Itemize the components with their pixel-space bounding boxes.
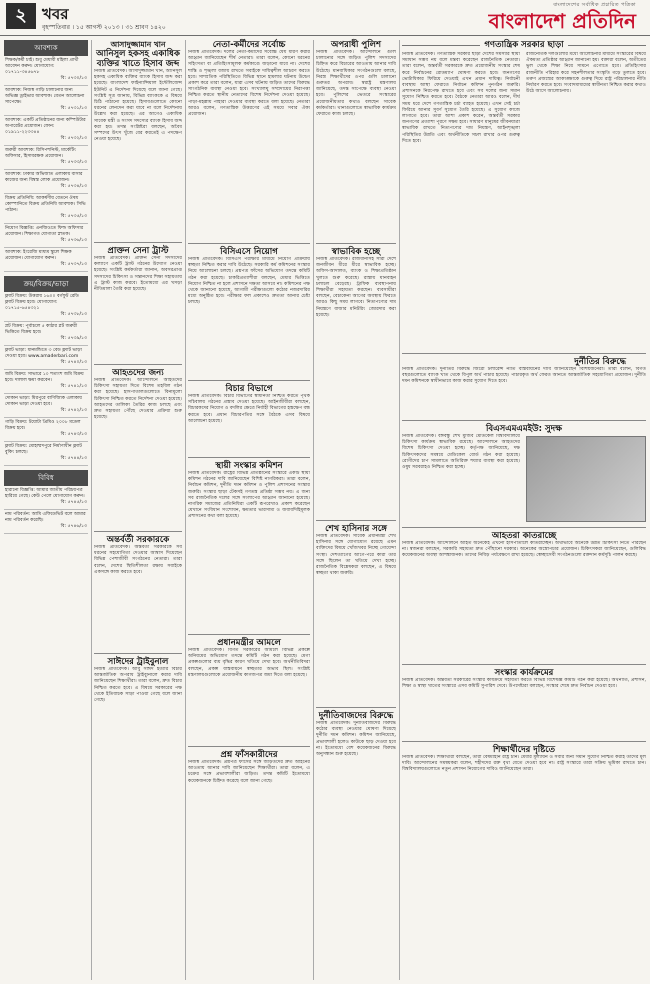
logo-name: বাংলাদেশ প্রতিদিন (488, 9, 636, 33)
classified-ad-code: বি: ৫৭৪১/১৩ (60, 384, 87, 389)
divider (188, 243, 310, 244)
column-rule (185, 40, 186, 980)
classified-list (4, 486, 88, 534)
classified-ad-code: বি: ৫৭৩৫/১৩ (60, 214, 87, 219)
article-headline: প্রধানমন্ত্রীর আমলে (217, 638, 281, 648)
article-headline: অন্তর্বর্তী সরকারকে (106, 535, 170, 545)
classified-ad-code: বি: ৫৭৩২/১৩ (60, 136, 87, 141)
article-headline: নেতা-কর্মীদের সর্বোচ্চ (212, 40, 286, 50)
classified-ad-text: দোকান ভাড়া: মিরপুরে বাণিজ্যিক এলাকায় দোকান ভাড়া দেওয়া হবে। (5, 396, 82, 407)
article-headline: প্রশ্ন ফাঁসকারীদের (220, 750, 278, 760)
divider (316, 243, 396, 244)
divider (94, 653, 182, 654)
divider (94, 531, 182, 532)
classified-ad-code: বি: ৫৭৪২/১৩ (60, 408, 87, 413)
classified-category: বিবিধ (4, 470, 88, 486)
article-body: রাজনৈতিক দলগুলোর মধ্যে আলোচনার মাধ্যমে সংস্কারের বিষয়ে ঐকমত্য প্রতিষ্ঠার আহ্বান জানানো হয়। বক্তারা বলেন, অতীতের ভুল থেকে শিক্ষা নিয়ে সামনে এগোতে হবে। প্রতিহিংসার রাজনীতি পরিহার করে সহনশীলতার সংস্কৃতি গড়ে তুলতে হবে। তরুণ প্রজন্মের আকাঙ্ক্ষাকে গুরুত্ব দিয়ে রাষ্ট্র পরিচালনার নীতি নির্ধারণ করতে হবে। সংবাদমাধ্যমের স্বাধীনতা নিশ্চিত করার কথাও উঠে আসে আলোচনায়। (526, 52, 646, 95)
article-headline: স্বাভাবিক হচ্ছে (331, 247, 381, 257)
divider (94, 242, 182, 243)
article-body: নিজস্ব প্রতিবেদক। আন্দোলনে আহতদের চিকিৎসা সহায়তা দিতে বিশেষ তহবিল গঠন করা হয়েছে। হাসপাতালগুলোতে বিনামূল্যে চিকিৎসা নিশ্চিত করতে নির্দেশনা দেওয়া হয়েছে। আহতদের তালিকা তৈরির কাজ চলছে এবং দ্রুত সহায়তা পৌঁছে দেওয়ার প্রক্রিয়া শুরু হয়েছে। (94, 378, 182, 421)
classified-ad-text: আবশ্যক: ঢাকার অভিজাত এলাকায় বাসার কাজের জন্য বিশ্বস্ত লোক প্রয়োজন। (5, 172, 83, 183)
divider (316, 520, 396, 521)
classified-ad-text: আবশ্যক: নিজস্ব গাড়ি চালানোর জন্য অভিজ্ঞ ড্রাইভার আবশ্যক। বেতন আলোচনা সাপেক্ষে। (5, 88, 85, 105)
classified-ad (4, 248, 88, 272)
article-body: নিজস্ব প্রতিবেদক। আন্দোলনে আহত অনেকেই এখনো হাসপাতালে কাতরাচ্ছেন। অর্থাভাবে অনেকে উন্নত চিকিৎসা নিতে পারছেন না। স্বজনরা বলছেন, সরকারি সহায়তা দ্রুত পৌঁছানো দরকার। অনেকের অস্ত্রোপচার প্রয়োজন। চিকিৎসকরা জানিয়েছেন, গুলিবিদ্ধ কয়েকজনের অবস্থা আশঙ্কাজনক। তাদের নিবিড় পর্যবেক্ষণে রাখা হয়েছে। স্বেচ্ছাসেবী সংগঠনগুলো রক্তদান কর্মসূচি পালন করছে। (402, 541, 646, 559)
article-body: নিজস্ব প্রতিবেদক। প্রাক্তন সেনা সদস্যদের কল্যাণে একটি ট্রাস্ট গঠনের উদ্যোগ নেওয়া হয়েছে। সংশ্লিষ্ট কর্মকর্তারা জানান, অবসরপ্রাপ্ত সদস্যদের চিকিৎসা ও সন্তানদের শিক্ষা সহায়তায় এ ট্রাস্ট কাজ করবে। ইতোমধ্যে এর খসড়া নীতিমালা তৈরি করা হয়েছে। (94, 256, 182, 293)
article-two-col (402, 434, 646, 524)
classified-ad (4, 292, 88, 322)
classified-ad-text: জরুরী আবশ্যক: রিসিপশনিস্ট, মার্কেটিং অফিসার, হিসাবরক্ষক প্রয়োজন। (5, 148, 77, 159)
divider (402, 741, 646, 742)
classified-ad (4, 170, 88, 194)
news-column-3 (188, 40, 310, 830)
article-headline: দুর্নীতির বিরুদ্ধে (574, 357, 626, 367)
article-headline: শেখ হাসিনার সঙ্গে (325, 524, 387, 534)
article-two-col (402, 50, 646, 350)
dateline: বৃহস্পতিবার । ১৫ আগস্ট ২০১৩ । ৩১ শ্রাবণ ১৪২০ (42, 24, 166, 31)
divider (402, 420, 646, 421)
classified-ad-text: নিয়োগ বিজ্ঞপ্তি: এনজিওতে ফিল্ড অফিসার প্রয়োজন। শিক্ষাগত যোগ্যতা স্নাতক। (5, 226, 84, 237)
article-body: নিজস্ব প্রতিবেদক। রাজধানীসহ সারা দেশে জনজীবন ধীরে ধীরে স্বাভাবিক হচ্ছে। অফিস-আদালত, ব্যাংক ও শিক্ষাপ্রতিষ্ঠান খুলতে শুরু করেছে। রাস্তায় যানবাহন চলাচল বেড়েছে। ট্রাফিক ব্যবস্থাপনায় শিক্ষার্থীরা সহায়তা করছেন। ব্যবসায়ীরা বলছেন, বেচাকেনা আগের অবস্থায় ফিরতে আরও কিছু সময় লাগবে। নিত্যপণ্যের দাম নিয়ন্ত্রণে বাজার মনিটরিং জোরদার করা হয়েছে। (316, 257, 396, 318)
article-body: নিজস্ব প্রতিবেদক। বিগত সরকারের আমলে বিভিন্ন প্রকল্পে অনিয়মের অভিযোগ তদন্তে কমিটি গঠন করা হয়েছে। মেগা প্রকল্পগুলোর ব্যয় বৃদ্ধির কারণ খতিয়ে দেখা হবে। অর্থনীতিবিদরা বলছেন, প্রকল্প বাস্তবায়নে স্বচ্ছতার অভাব ছিল। সংশ্লিষ্ট মন্ত্রণালয়গুলোকে প্রয়োজনীয় কাগজপত্র জমা দিতে বলা হয়েছে। (188, 648, 310, 678)
classified-ad-code: বি: ৫৭৩৮/১৩ (60, 312, 87, 317)
article-photo (526, 434, 646, 524)
classified-ad-text: আবশ্যক: ইংরেজি মাধ্যম স্কুলে শিক্ষক প্রয়োজন। যোগাযোগ করুন। (5, 250, 72, 261)
article-body: নিজস্ব প্রতিবেদক। অন্তর্বর্তী সরকারকে সব ধরনের সহযোগিতা দেওয়ার আশ্বাস দিয়েছেন বিভিন্ন পেশাজীবী সংগঠনের নেতারা। তারা বলেন, দেশের স্থিতিশীলতা রক্ষায় সবাইকে একসঙ্গে কাজ করতে হবে। (94, 545, 182, 575)
article-headline: প্রাক্তন সেনা ট্রাস্ট (107, 246, 169, 256)
classified-ad-code: বি: ৫৭৪৬/১৩ (60, 524, 87, 529)
article-headline: গণতান্ত্রিক সরকার ছাড়া (484, 40, 564, 50)
classified-ad-code: বি: ৫৭৩৩/১৩ (60, 160, 87, 165)
article-headline: অপরাধী পুলিশ (331, 40, 381, 50)
classified-ad (4, 486, 88, 510)
classified-ad-text: বিক্রয় প্রতিনিধি: আকর্ষণীয় বেতনে ঔষধ কোম্পানিতে বিক্রয় প্রতিনিধি আবশ্যক। সিভি পাঠান। (5, 196, 86, 213)
divider (188, 746, 310, 747)
classified-ad (4, 224, 88, 248)
article-body: নিজস্ব প্রতিবেদক। দলের নেতা-কর্মীদের সর্বোচ্চ ধৈর্য ধারণ করার আহ্বান জানিয়েছেন শীর্ষ নেতারা। তারা বলেন, কোনো ধরনের সহিংসতা বা প্রতিহিংসামূলক কর্মকাণ্ডে জড়ানো যাবে না। দেশের শান্তি ও শৃঙ্খলা বজায় রাখতে সবাইকে দায়িত্বশীল আচরণ করতে হবে। সাম্প্রতিক পরিস্থিতিতে বিভিন্ন স্থানে হামলার ঘটনায় উদ্বেগ প্রকাশ করে তারা বলেন, যারা এসব ঘটনায় জড়িত তাদের বিরুদ্ধে সাংগঠনিক ব্যবস্থা নেওয়া হবে। সংখ্যালঘু সম্প্রদায়ের নিরাপত্তা নিশ্চিত করতে স্থানীয় নেতাদের বিশেষ নির্দেশনা দেওয়া হয়েছে। পাড়া-মহল্লায় পাহারা দেওয়ার ব্যবস্থা করতে বলা হয়েছে। নেতারা আরও বলেন, গণতান্ত্রিক উত্তরণের এই সময়ে সবার ঐক্য প্রয়োজন। (188, 50, 310, 118)
news-column-2 (94, 40, 182, 837)
classified-ad (4, 510, 88, 534)
classified-ad-code: বি: ৫৭৩০/১৩ (60, 76, 87, 81)
logo-tagline: বাংলাদেশের সর্বাধিক প্রচারিত পত্রিকা (553, 2, 636, 8)
article-body: নিজস্ব প্রতিবেদক। বিসিএস পরীক্ষার মাধ্যমে নিয়োগ প্রক্রিয়ায় স্বচ্ছতা নিশ্চিত করার দাবি উঠেছে। সরকারি কর্ম কমিশনের সংস্কার নিয়ে আলোচনা চলছে। প্রশ্নপত্র ফাঁসের অভিযোগ তদন্তে কমিটি গঠন করা হয়েছে। চাকরিপ্রত্যাশীরা বলছেন, মেধার ভিত্তিতে নিয়োগ নিশ্চিত না হলে প্রশাসনে দক্ষতা আসবে না। কমিশনের পক্ষ থেকে জানানো হয়েছে, আগামী পরীক্ষাগুলো কঠোর নজরদারির মধ্যে অনুষ্ঠিত হবে। পরীক্ষার ফল প্রকাশেও দ্রুততা আনার চেষ্টা চলছে। (188, 257, 310, 306)
classified-ad (4, 116, 88, 146)
column-rule (399, 40, 400, 980)
classified-list (4, 292, 88, 466)
divider (188, 457, 310, 458)
divider (402, 353, 646, 354)
article-body: নিজস্ব প্রতিবেদক। আবু সাঈদ হত্যার বিচার আন্তর্জাতিক অপরাধ ট্রাইব্যুনালে করার দাবি জানিয়েছেন শিক্ষার্থীরা। তারা বলেন, দ্রুত বিচার নিশ্চিত করতে হবে। এ বিষয়ে সরকারের পক্ষ থেকে ইতিবাচক সাড়া পাওয়া গেছে বলে জানা গেছে। (94, 667, 182, 704)
classified-ad (4, 418, 88, 442)
article-body: নিজস্ব প্রতিবেদক। বিচার বিভাগের স্বাধীনতা নিশ্চিত করতে পৃথক সচিবালয় গঠনের প্রস্তাব দেওয়া হয়েছে। আইনজীবীরা বলছেন, বিচারকদের নিয়োগ ও বদলির ক্ষেত্রে নির্বাহী বিভাগের হস্তক্ষেপ বন্ধ করতে হবে। প্রধান বিচারপতির সঙ্গে বৈঠকে এসব বিষয়ে আলোচনা হয়েছে। (188, 394, 310, 424)
classified-ad (4, 56, 88, 86)
classified-ad-text: শিক্ষক/কর্মী চাই। শুধু মেধাবী মহিলা প্রার্থী আবেদন করুন। যোগাযোগ: ০১৭১১-৩৪৫৬৭৮ (5, 58, 79, 75)
article-kicker: আসাদুজ্জামান খান (110, 40, 166, 49)
classified-ad-text: আবশ্যক: একটি প্রতিষ্ঠানের জন্য কম্পিউটার অপারেটর প্রয়োজন। ফোন: ০১৯১১-২২৩৩৪৪ (5, 118, 86, 135)
article-headline: সাঈদের ট্রাইবুনাল (107, 657, 169, 667)
classified-category: আবশ্যক (4, 40, 88, 56)
divider (188, 634, 310, 635)
article-body: নিজস্ব প্রতিবেদক। শিক্ষার্থীরা বলছেন, তারা বৈষম্যহীন রাষ্ট্র চান। মেধার মূল্যায়ন ও সবার জন্য সমান সুযোগ নিশ্চিত করাই তাদের মূল দাবি। আন্দোলনের সমন্বয়করা বলেন, শহীদদের রক্ত বৃথা যেতে দেওয়া হবে না। রাষ্ট্র সংস্কারে তারা সক্রিয় ভূমিকা রাখতে চান। বিশ্ববিদ্যালয়গুলোতে নতুন প্রশাসন নিয়োগের দাবিও জানিয়েছেন তারা। (402, 755, 646, 773)
article-headline: বিএসএমএমইউ: সুদক্ষ (486, 424, 562, 434)
divider (402, 664, 646, 665)
column-rule (91, 40, 92, 980)
classified-ad-text: প্লট বিক্রয়: পূর্বাচলে ৫ কাঠার প্লট জরুরী ভিত্তিতে বিক্রয় হবে। (5, 324, 78, 335)
page-number: ২ (6, 3, 36, 29)
masthead (0, 0, 650, 36)
classified-ad (4, 194, 88, 224)
article-headline: দুর্নীতিবাজদের বিরুদ্ধে (318, 711, 394, 721)
photo-placeholder (526, 436, 646, 522)
article-headline: স্থায়ী সংস্কার কমিশন (215, 461, 283, 471)
classified-ad (4, 370, 88, 394)
classified-ad-code: বি: ৫৭৪০/১৩ (60, 360, 87, 365)
section-title: খবর (42, 5, 69, 23)
article-body: নিজস্ব প্রতিবেদক। প্রশ্নপত্র ফাঁসের সঙ্গে জড়িতদের দ্রুত আইনের আওতায় আনার দাবি জানিয়েছেন শিক্ষার্থীরা। তারা বলেন, এ চক্রের সঙ্গে প্রভাবশালীরা জড়িত। তদন্ত কমিটি ইতোমধ্যে কয়েকজনকে চিহ্নিত করেছে বলে জানা গেছে। (188, 760, 310, 784)
classified-ad-code: বি: ৫৭৪৩/১৩ (60, 432, 87, 437)
classified-ad-code: বি: ৫৭৪৪/১৩ (60, 456, 87, 461)
classifieds-column (4, 40, 88, 534)
article-headline: আনিসুল হকসহ একাধিক ব্যক্তির খাতে হিসাব জব্দ (96, 49, 180, 69)
classified-ad-code: বি: ৫৭৩৭/১৩ (60, 262, 87, 267)
classified-ad-code: বি: ৫৭৩৪/১৩ (60, 184, 87, 189)
classified-ad-text: হারানো বিজ্ঞপ্তি: আমার জাতীয় পরিচয়পত্র হারিয়ে গেছে। কেউ পেলে যোগাযোগ করুন। (5, 488, 85, 499)
classified-ad-text: ফ্ল্যাট বিক্রয়: উত্তরায় ১৬০০ বর্গফুট রেডি ফ্ল্যাট বিক্রয় হবে। যোগাযোগ: ০১৭১৫-৬৫৪৩২১ (5, 294, 79, 311)
classified-ad-text: গাড়ি বিক্রয়: টয়োটা প্রিমিও ২০০৮ মডেল বিক্রয় হবে। (5, 420, 81, 431)
classified-ad-code: বি: ৫৭৪৫/১৩ (60, 500, 87, 505)
classified-ad-text: ফ্ল্যাট বিক্রয়: মোহাম্মদপুরে নির্মাণাধীন ফ্ল্যাট বুকিং চলছে। (5, 444, 82, 455)
article-body: নিজস্ব প্রতিবেদক। দুর্নীতির বিরুদ্ধে জিরো টলারেন্স নীতি বাস্তবায়নের দাবি জানিয়েছেন বিশিষ্টজনেরা। তারা বলেন, বিগত বছরগুলোতে ব্যাংক খাত থেকে বিপুল অর্থ পাচার হয়েছে। পাচারকৃত অর্থ ফেরত আনতে আন্তর্জাতিক সহযোগিতা প্রয়োজন। দুর্নীতি দমন কমিশনকে স্বাধীনভাবে কাজ করার সুযোগ দিতে হবে। (402, 367, 646, 385)
classified-ad-text: ফ্ল্যাট ভাড়া: ধানমন্ডিতে ৩ বেড ফ্ল্যাট ভাড়া দেওয়া হবে। www.amaderbari.com (5, 348, 82, 359)
classified-ad-code: বি: ৫৭৩১/১৩ (60, 106, 87, 111)
classified-ad (4, 146, 88, 170)
classified-category: ক্রয়/বিক্রয়/ভাড়া (4, 276, 88, 292)
divider (316, 707, 396, 708)
classified-ad-text: নাম পরিবর্তন: আমি এফিডেভিট বলে আমার নাম পরিবর্তন করেছি। (5, 512, 86, 523)
article-body: নিজস্ব প্রতিবেদক। দুর্নীতিবাজদের বিরুদ্ধে কঠোর ব্যবস্থা নেওয়ার ঘোষণা দিয়েছে দুর্নীতি দমন কমিশন। কমিশন জানিয়েছে, প্রভাবশালী হলেও কাউকে ছাড় দেওয়া হবে না। ইতোমধ্যে বেশ কয়েকজনের বিরুদ্ধে অনুসন্ধান শুরু হয়েছে। (316, 721, 396, 758)
classified-ad-code: বি: ৫৭৩৬/১৩ (60, 238, 87, 243)
classified-ad-code: বি: ৫৭৩৯/১৩ (60, 336, 87, 341)
article-body: নিজস্ব প্রতিবেদক। গণতান্ত্রিক সরকার ছাড়া দেশের সমস্যার স্থায়ী সমাধান সম্ভব নয় বলে মন্তব্য করেছেন রাজনৈতিক নেতারা। তারা বলেন, অন্তর্বর্তী সরকারকে দ্রুত প্রয়োজনীয় সংস্কার শেষ করে নির্বাচনের রোডম্যাপ ঘোষণা করতে হবে। জনগণের ভোটাধিকার ফিরিয়ে দেওয়াই এখন প্রধান দায়িত্ব। নির্বাচনী ব্যবস্থায় আস্থা ফেরাতে নির্বাচন কমিশন পুনর্গঠন জরুরি। প্রশাসনকে নিরপেক্ষ রাখতে হবে এবং সব দলের জন্য সমান সুযোগ নিশ্চিত করতে হবে। বৈঠকে নেতারা আরও বলেন, দীর্ঘ সময় ধরে দেশে গণতান্ত্রিক চর্চা ব্যাহত হয়েছে। এখন সেই চর্চা ফিরিয়ে আনার সুবর্ণ সুযোগ তৈরি হয়েছে। এ সুযোগ কাজে লাগাতে হবে। তারা আশা প্রকাশ করেন, অন্তর্বর্তী সরকার জনগণের প্রত্যাশা পূরণে সক্ষম হবে। সাধারণ মানুষের জীবনযাত্রা স্বাভাবিক রাখতে নিত্যপণ্যের দাম নিয়ন্ত্রণ, আইনশৃঙ্খলা পরিস্থিতির উন্নতি এবং অর্থনীতিকে সচল রাখার ওপর গুরুত্ব দিতে হবে। (402, 52, 520, 144)
classified-ad (4, 442, 88, 466)
divider (402, 527, 646, 528)
classified-ad-text: জমি বিক্রয়: সাভারে ১০ শতাংশ জমি বিক্রয় হবে। দালাল ক্ষমা করবেন। (5, 372, 84, 383)
article-body: নিজস্ব প্রতিবেদক। রাষ্ট্রের বিভিন্ন প্রতিষ্ঠানের সংস্কারে একটি স্থায়ী কমিশন গঠনের দাবি জানিয়েছেন বিশিষ্ট নাগরিকরা। তারা বলেন, নির্বাচন কমিশন, দুর্নীতি দমন কমিশন ও পুলিশ প্রশাসনের সংস্কার জরুরি। সংস্কার ছাড়া টেকসই গণতন্ত্র প্রতিষ্ঠা সম্ভব নয়। এ জন্য সব রাজনৈতিক দলের সঙ্গে সংলাপের আহ্বান জানানো হয়েছে। নাগরিক সমাজের প্রতিনিধিরা একটি রূপরেখাও প্রকাশ করেছেন যেখানে সংবিধান সংশোধন, ক্ষমতার ভারসাম্য ও জবাবদিহিমূলক প্রশাসনের কথা বলা হয়েছে। (188, 471, 310, 520)
newspaper-logo (489, 2, 636, 32)
article-headline: বিসিএসে নিয়োগ (220, 247, 278, 257)
classified-ad (4, 86, 88, 116)
article-headline: বিচার বিভাগে (225, 384, 273, 394)
article-body: নিজস্ব প্রতিবেদক। আসাদুজ্জামান খান, আনিসুল হকসহ একাধিক ব্যক্তির ব্যাংক হিসাব জব্দ করা হয়েছে। বাংলাদেশ ফাইন্যান্সিয়াল ইন্টেলিজেন্স ইউনিট এ নির্দেশনা দিয়েছে বলে জানা গেছে। সংশ্লিষ্ট সূত্র জানায়, বিভিন্ন ব্যাংককে এ বিষয়ে চিঠি পাঠানো হয়েছে। হিসাবগুলোতে কোনো ধরনের লেনদেন করা যাবে না বলে নির্দেশনায় উল্লেখ করা হয়েছে। এর আগেও একাধিক সাবেক মন্ত্রী ও সংসদ সদস্যের ব্যাংক হিসাব জব্দ করা হয়। তদন্ত সংশ্লিষ্টরা বলছেন, অবৈধ সম্পদের উৎস খুঁজে বের করতেই এ পদক্ষেপ নেওয়া হয়েছে। (94, 69, 182, 143)
divider (94, 364, 182, 365)
article-body: নিজস্ব প্রতিবেদক। বঙ্গবন্ধু শেখ মুজিব মেডিকেল বিশ্ববিদ্যালয়ে চিকিৎসা কার্যক্রম স্বাভাবিক রয়েছে। আন্দোলনে আহতদের বিশেষ চিকিৎসা দেওয়া হচ্ছে। কর্তৃপক্ষ জানিয়েছে, দক্ষ চিকিৎসকদের সমন্বয়ে মেডিকেল বোর্ড গঠন করা হয়েছে। রোগীদের চাপ সামলাতে অতিরিক্ত শয্যার ব্যবস্থা করা হয়েছে। ওষুধ সরবরাহও নিশ্চিত করা হচ্ছে। (402, 434, 520, 471)
divider (188, 380, 310, 381)
article-body: নিজস্ব প্রতিবেদক। সাবেক প্রধানমন্ত্রী শেখ হাসিনার সঙ্গে যোগাযোগ রয়েছে এমন ব্যক্তিদের বিষয়ে খোঁজখবর নিচ্ছে গোয়েন্দা সংস্থা। দেশত্যাগের আগে-পরে কারা তার সঙ্গে ছিলেন তা খতিয়ে দেখা হচ্ছে। রাজনৈতিক বিশ্লেষকরা বলছেন, এ বিষয়ে স্বচ্ছতা থাকা জরুরি। (316, 534, 396, 577)
news-column-4 (316, 40, 396, 941)
article-headline: সংস্কার কার্যক্রমের (494, 668, 554, 678)
article-body: নিজস্ব প্রতিবেদক। আন্দোলনে গুলি চালানোর সঙ্গে জড়িত পুলিশ সদস্যদের চিহ্নিত করে বিচারের আওতায় আনার দাবি উঠেছে। মানবাধিকার সংগঠনগুলো বলছে, নিরস্ত্র শিক্ষার্থীদের ওপর গুলি চালানো গুরুতর অপরাধ। স্বরাষ্ট্র মন্ত্রণালয় জানিয়েছে, তদন্ত সাপেক্ষে ব্যবস্থা নেওয়া হবে। পুলিশের ভেতরে সংস্কারের প্রয়োজনীয়তার কথাও বলছেন সাবেক কর্মকর্তারা। থানাগুলোতে স্বাভাবিক কার্যক্রম ফেরাতে কাজ চলছে। (316, 50, 396, 118)
classified-ad (4, 394, 88, 418)
article-headline-row (402, 40, 646, 50)
article-body: নিজস্ব প্রতিবেদক। অন্তর্বর্তী সরকারের সংস্কার কার্যক্রমে সহায়তা করতে বিভিন্ন বিশেষজ্ঞ কমিটি গঠন করা হয়েছে। অর্থনীতি, প্রশাসন, শিক্ষা ও স্বাস্থ্য খাতের সংস্কারে এসব কমিটি সুপারিশ দেবে। উপদেষ্টারা বলছেন, সংস্কার শেষে দ্রুত নির্বাচন দেওয়া হবে। (402, 678, 646, 690)
column-rule (313, 40, 314, 980)
article-headline: আহতরা কাতরাচ্ছে (491, 531, 557, 541)
classified-ad (4, 346, 88, 370)
classified-ad (4, 322, 88, 346)
news-column-5 (402, 40, 646, 980)
classified-list (4, 56, 88, 272)
article-headline: শিক্ষার্থীদের দৃষ্টিতে (492, 745, 556, 755)
article-headline: আহতদের জন্য (112, 368, 164, 378)
